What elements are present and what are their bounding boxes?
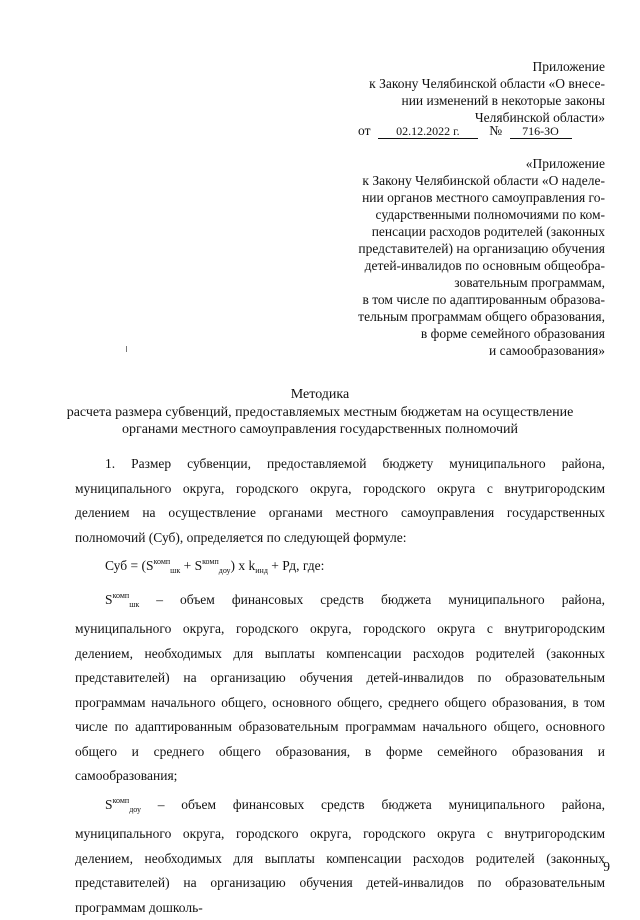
definition-school — [75, 584, 605, 789]
annex-header-line: Приложение — [305, 58, 605, 75]
quoted-annex-line: пенсации расходов родителей (законных — [305, 223, 605, 240]
page-number: 9 — [603, 859, 610, 875]
formula-s2-sup: комп — [202, 557, 219, 566]
registration-line — [358, 122, 608, 139]
def1-sup: комп — [113, 591, 130, 600]
margin-mark — [126, 346, 127, 352]
formula-lhs: Суб = (S — [105, 558, 153, 573]
annex-header — [305, 58, 605, 126]
quoted-annex-line: сударственными полномочиями по ком- — [305, 206, 605, 223]
registration-number-label: № — [489, 123, 502, 138]
quoted-annex-line: и самообразования» — [305, 342, 605, 359]
registration-from-label: от — [358, 123, 370, 138]
registration-number: 716-ЗО — [510, 124, 572, 139]
annex-header-line: к Закону Челябинской области «О внесе- — [305, 75, 605, 92]
formula-s2-sub: доу — [219, 566, 231, 575]
definition-preschool — [75, 789, 605, 920]
title-subline: органами местного самоуправления государственных полномочий — [60, 421, 580, 438]
document-body — [75, 452, 605, 920]
def2-text: – объем финансовых средств бюджета муниципального района, муниципального округа, городского округа, городского округа с внутригородским делением, необходимых для выплаты компенсации расходов родителей (законных представителей) на организацию обучения детей-инвалидов по образовательным программам дошколь- — [75, 797, 605, 915]
def1-symbol: S — [105, 592, 113, 607]
quoted-annex-line: представителей) на организацию обучения — [305, 240, 605, 257]
registration-date: 02.12.2022 г. — [378, 124, 478, 139]
annex-header-line: нии изменений в некоторые законы — [305, 92, 605, 109]
quoted-annex-header — [305, 155, 605, 359]
quoted-annex-line: тельным программам общего образования, — [305, 308, 605, 325]
formula-s1-sub: шк — [170, 566, 180, 575]
title-heading: Методика — [60, 386, 580, 403]
title-subline: расчета размера субвенций, предоставляемых местным бюджетам на осуществление — [60, 404, 580, 421]
formula-s1-sup: комп — [153, 557, 170, 566]
quoted-annex-line: детей-инвалидов по основным общеобра- — [305, 257, 605, 274]
quoted-annex-line: зовательным программам, — [305, 274, 605, 291]
quoted-annex-line: «Приложение — [305, 155, 605, 172]
quoted-annex-line: в том числе по адаптированным образова- — [305, 291, 605, 308]
paragraph-1: 1. Размер субвенции, предоставляемой бюджету муниципального района, муниципального округа, городского округа, городского округа с внутригородским делением на осуществление органами местного самоуправления государственных полномочий (Суб), определяется по следующей формуле: — [75, 452, 605, 550]
formula-plus: + S — [180, 558, 202, 573]
annex-header-line: Челябинской области» — [305, 109, 605, 126]
def2-sub: доу — [129, 805, 141, 814]
def1-sub: шк — [129, 600, 139, 609]
quoted-annex-line: в форме семейного образования — [305, 325, 605, 342]
def2-sup: комп — [113, 796, 130, 805]
def1-text: – объем финансовых средств бюджета муниципального района, муниципального округа, городского округа, городского округа с внутригородским делением, необходимых для выплаты компенсации расходов родителей (законных представителей) на организацию обучения детей-инвалидов по образовательным программам начального общего, основного общего, среднего общего образования, в том числе по адаптированным образовательным программам начального общего, основного общего и среднего общего образования, в форме семейного образования и самообразования; — [75, 592, 605, 784]
def2-symbol: S — [105, 797, 113, 812]
quoted-annex-line: нии органов местного самоуправления го- — [305, 189, 605, 206]
formula-rhs: + Рд, где: — [268, 558, 324, 573]
quoted-annex-line: к Закону Челябинской области «О наделе- — [305, 172, 605, 189]
document-title — [60, 386, 580, 438]
formula-mult: ) x k — [231, 558, 256, 573]
formula-k-sub: инд — [255, 566, 268, 575]
subvention-formula — [75, 550, 605, 584]
